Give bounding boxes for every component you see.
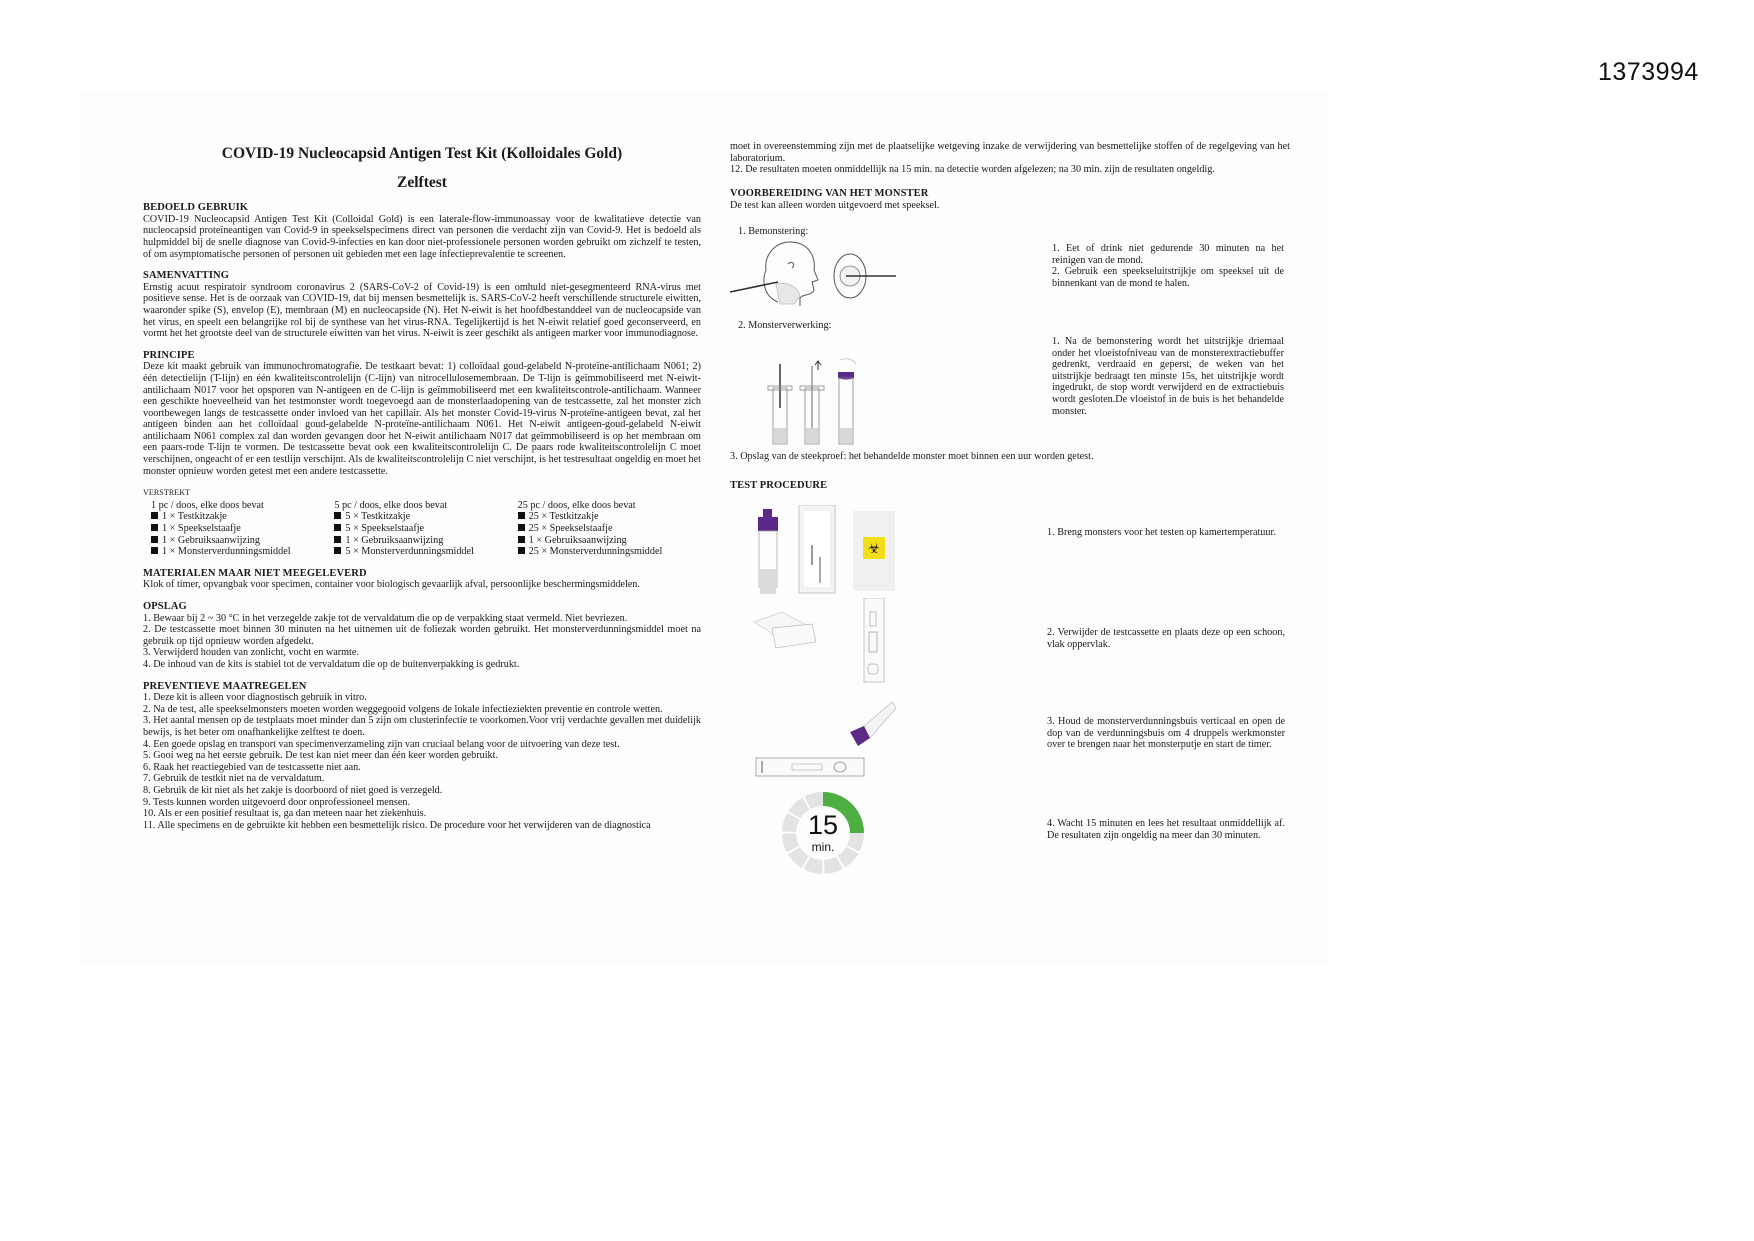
list-item: 3. Het aantal mensen op de testplaats moet minder dan 5 zijn om clusterinfectie te voorkomen.Voor vrij verdachte gevallen met duidelijk bewijs, is het beter om onafhankelijke zelftest te doen.: [143, 715, 701, 738]
supply-item: 1 × Gebruiksaanwijzing: [518, 535, 701, 547]
svg-text:☣: ☣: [867, 541, 881, 557]
supply-column: [334, 500, 517, 558]
supply-table: [151, 500, 701, 558]
section-heading-verstrekt: VERSTREKT: [143, 488, 191, 498]
supply-column-title: 1 pc / doos, elke doos bevat: [151, 499, 264, 511]
procedure-step-3: 3. Houd de monsterverdunningsbuis verticaal en open de dop van de verdunningsbuis om 4 druppels werkmonster over te brengen naar het monsterputje en start de timer.: [1047, 716, 1285, 751]
section-text-materialen: Klok of timer, opvangbak voor specimen, container voor biologisch gevaarlijk afval, persoonlijke beschermingsmiddelen.: [143, 579, 640, 591]
list-item: 3. Verwijderd houden van zonlicht, vocht en warmte.: [143, 647, 359, 659]
list-item: 9. Tests kunnen worden uitgevoerd door onprofessioneel mensen.: [143, 796, 411, 808]
bullet-square-icon: [518, 536, 525, 543]
supply-item: 1 × Speekselstaafje: [151, 523, 334, 535]
step3-text: 3. Opslag van de steekproef: het behandelde monster moet binnen een uur worden getest.: [730, 451, 1094, 462]
procedure-step-1: 1. Breng monsters voor het testen op kamertemperatuur.: [1047, 527, 1276, 538]
step1-instructions: [1052, 243, 1284, 289]
supply-item: 1 × Monsterverdunningsmiddel: [151, 546, 334, 558]
list-item: 1. Bewaar bij 2 ~ 30 °C in het verzegelde zakje tot de vervaldatum die op de verpakking staat vermeld. Niet bevriezen.: [143, 612, 628, 624]
bullet-square-icon: [518, 524, 525, 531]
bullet-square-icon: [151, 524, 158, 531]
timer-unit: min.: [811, 840, 835, 854]
bullet-square-icon: [151, 512, 158, 519]
bullet-square-icon: [334, 512, 341, 519]
supply-item: 1 × Gebruiksaanwijzing: [151, 535, 334, 547]
step1-text-b: 2. Gebruik een speekseluitstrijkje om speeksel uit de binnenkant van de mond te halen.: [1052, 266, 1284, 289]
step1-text-a: 1. Eet of drink niet gedurende 30 minuten na het reinigen van de mond.: [1052, 243, 1284, 266]
step2-text: 1. Na de bemonstering wordt het uitstrijkje driemaal onder het vloeistofniveau van de monsterextractiebuffer gedrenkt, verdraaid en geperst, de weken van het uitstrijkje bedraagt ten minste 15s, het uitstrijkje wordt ingedrukt, de stop wordt verwijderd en de extractiebuis wordt gesloten.De vloeistof in de buis is het behandelde monster.: [1052, 336, 1284, 417]
list-item: 1. Deze kit is alleen voor diagnostisch gebruik in vitro.: [143, 692, 367, 704]
list-item: 7. Gebruik de testkit niet na de vervaldatum.: [143, 773, 325, 785]
timer-value: 15: [807, 810, 839, 840]
document-id: 1373994: [1598, 58, 1699, 86]
list-item: 2. Na de test, alle speekselmonsters moeten worden weggegooid volgens de lokale infectieziekten preventie en controle wetten.: [143, 703, 663, 715]
document-subtitle: Zelftest: [397, 173, 447, 191]
saliva-sampling-illustration: [728, 236, 898, 308]
section-heading-materialen: MATERIALEN MAAR NIET MEEGELEVERD: [143, 567, 367, 579]
supply-column-title: 25 pc / doos, elke doos bevat: [517, 499, 636, 511]
supply-item: 5 × Monsterverdunningsmiddel: [334, 546, 517, 558]
section-heading-principe: PRINCIPE: [143, 349, 195, 361]
supply-item: 5 × Speekselstaafje: [334, 523, 517, 535]
section-text-samenvatting: Ernstig acuut respiratoir syndroom coronavirus 2 (SARS-CoV-2 of Covid-19) is een omhuld niet-gesegmenteerd RNA-virus met positieve sense. Het is de oorzaak van COVID-19, dat bij mensen besmettelijk is. SARS-CoV-2 heeft verschillende structurele eiwitten, waaronder spike (S), envelop (E), membraan (M) en nucleocapside (N). Het N-eiwit is het hoofdbestanddeel van de nucleocapside van het virus, en speelt een belangrijke rol bij de synthese van het virus-RNA. Tegelijkertijd is het N-eiwit relatief goed geconserveerd, en vormt het het grootste deel van de structurele eiwitten van het virus. N-eiwit is zeer geschikt als antigeen marker voor immunodiagnose.: [143, 281, 701, 340]
list-item: 11. Alle specimens en de gebruikte kit hebben een besmettelijk risico. De procedure voor het verwijderen van de diagnostica: [143, 819, 651, 831]
supply-item: 1 × Gebruiksaanwijzing: [334, 535, 517, 547]
bullet-square-icon: [151, 547, 158, 554]
list-item: 4. Een goede opslag en transport van specimenverzameling zijn van cruciaal belang voor de uitvoering van deze test.: [143, 738, 620, 750]
step2-label: 2. Monsterverwerking:: [738, 320, 832, 331]
supply-item: 25 × Speekselstaafje: [518, 523, 701, 535]
step1-label: 1. Bemonstering:: [738, 226, 809, 237]
left-column: [143, 145, 701, 841]
bullet-square-icon: [518, 512, 525, 519]
document-title: COVID-19 Nucleocapsid Antigen Test Kit (Kolloidales Gold): [221, 145, 623, 162]
section-text-bedoeld-gebruik: COVID-19 Nucleocapsid Antigen Test Kit (Colloidal Gold) is een laterale-flow-immunoassay voor de kwalitatieve detectie van nucleocapsid proteïneantigen van Covid-9 in speekselspecimens direct van personen die verdacht zijn van Covid-9. Het is bedoeld als hulpmiddel bij de snelle diagnose van Covid-9-infecties en kan door niet-professionele personen worden gebruikt om zichzelf te testen, of om asymptomatische personen of personen uit gebieden met een lage infectieprevalentie te screenen.: [143, 213, 701, 260]
supply-item: 25 × Monsterverdunningsmiddel: [518, 546, 701, 558]
supply-item: 25 × Testkitzakje: [518, 511, 701, 523]
procedure-step-4: 4. Wacht 15 minuten en lees het resultaat onmiddellijk af. De resultaten zijn ongeldig na meer dan 30 minuten.: [1047, 818, 1285, 841]
supply-column-title: 5 pc / doos, elke doos bevat: [334, 499, 448, 511]
sample-processing-illustration: [760, 358, 865, 446]
list-item: 5. Gooi weg na het eerste gebruik. De test kan niet meer dan één keer worden gebruikt.: [143, 750, 499, 762]
section-heading-voorbereiding: VOORBEREIDING VAN HET MONSTER: [730, 188, 929, 199]
section-heading-samenvatting: SAMENVATTING: [143, 270, 229, 282]
supply-column: [151, 500, 334, 558]
preventieve-item-12: 12. De resultaten moeten onmiddellijk na 15 min. na detectie worden afgelezen; na 30 min. zijn de resultaten ongeldig.: [730, 164, 1215, 176]
voorbereiding-intro: De test kan alleen worden uitgevoerd met speeksel.: [730, 199, 940, 211]
list-item: 8. Gebruik de kit niet als het zakje is doorboord of niet goed is verzegeld.: [143, 784, 443, 796]
continuation-text: [730, 141, 1290, 176]
bullet-square-icon: [151, 536, 158, 543]
voorbereiding-section: [730, 188, 1290, 211]
section-heading-test-procedure: TEST PROCEDURE: [730, 480, 828, 491]
timer-illustration: [780, 790, 866, 876]
supply-column: [518, 500, 701, 558]
section-heading-bedoeld-gebruik: BEDOELD GEBRUIK: [143, 202, 249, 214]
section-heading-opslag: OPSLAG: [143, 601, 187, 612]
bullet-square-icon: [334, 524, 341, 531]
supply-item: 5 × Testkitzakje: [334, 511, 517, 523]
section-heading-preventieve: PREVENTIEVE MAATREGELEN: [143, 680, 307, 692]
list-item: 6. Raak het reactiegebied van de testcassette niet aan.: [143, 761, 361, 773]
bullet-square-icon: [334, 547, 341, 554]
test-cassette-illustration: [752, 598, 892, 686]
opslag-list: [143, 613, 701, 671]
procedure-step-2: 2. Verwijder de testcassette en plaats deze op een schoon, vlak oppervlak.: [1047, 627, 1285, 650]
supply-item: 1 × Testkitzakje: [151, 511, 334, 523]
bullet-square-icon: [518, 547, 525, 554]
preventieve-list: [143, 692, 701, 831]
kit-contents-illustration: [755, 505, 905, 597]
list-item: 10. Als er een positief resultaat is, ga dan meteen naar het ziekenhuis.: [143, 808, 427, 820]
section-text-principe: Deze kit maakt gebruik van immunochromatografie. De testkaart bevat: 1) colloïdaal goud-gelabeld N-proteïne-antilichaam N061; 2) één detectielijn (T-lijn) en één kwaliteitscontrolelijn (C-lijn) van nitrocellulosemembraan. De T-lijn is geïmmobiliseerd met N-eiwit-antilichaam N017 voor het opsporen van N-antigeen en de C-lijn is geïmmobiliseerd met een kwaliteitscontrole-antilichaam. Wanneer een geschikte hoeveelheid van het testmonster wordt toegevoegd aan de monsterlaadopening van de testcassette, zal het monster zich voortbewegen langs de testcassette onder invloed van het capillair. Als het monster Covid-19-virus N-proteïne-antigeen bevat, zal het antigeen binden aan het colloïdaal goud-gelabelde N-proteïne-antilichaam N061. Het N-eiwit antigeen-goud-gelabeld N-eiwit antilichaam N061 complex zal dan worden gevangen door het N-eiwit antilichaam N017 dat geïmmobiliseerd is op het membraan om een paars-rode T-lijn te vormen. De testcassette bevat ook een kwaliteitscontrolelijn C. De paars rode kwaliteitscontrolelijn C moet verschijnen, ongeacht of er een testlijn verschijnt. Als de kwaliteitscontrolelijn C niet verschijnt, is het testresultaat ongeldig en moet het monster opnieuw worden getest met een andere testcassette.: [143, 361, 701, 477]
bullet-square-icon: [334, 536, 341, 543]
add-drops-illustration: [752, 698, 902, 778]
list-item: 2. De testcassette moet binnen 30 minuten na het uitnemen uit de foliezak worden gebruikt. Het monsterverdunningsmiddel moet na gebruik op tijd opnieuw worden afgedekt.: [143, 624, 701, 647]
list-item: 4. De inhoud van de kits is stabiel tot de vervaldatum die op de buitenverpakking is gedrukt.: [143, 658, 520, 670]
preventieve-continued: moet in overeenstemming zijn met de plaatselijke wetgeving inzake de verwijdering van besmettelijke stoffen of de regelgeving van het laboratorium.: [730, 141, 1290, 164]
